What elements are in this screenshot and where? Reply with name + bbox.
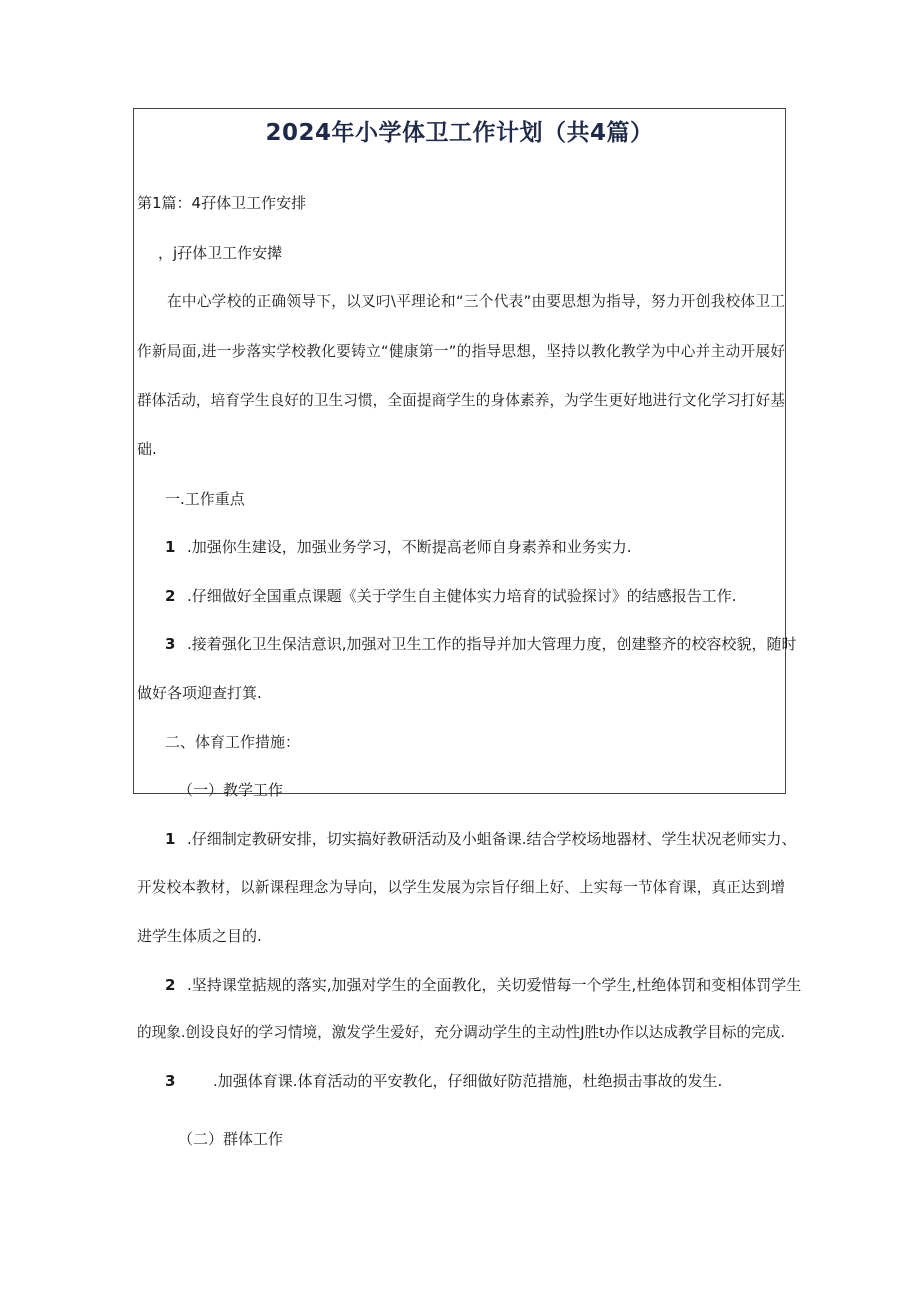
- item-text-continued: 进学生体质之目的.: [137, 927, 262, 945]
- item-text-continued: 的现象.创设良好的学习情境，激发学生爱好，充分调动学生的主动性J胜t办作以达成教学目标的完成.: [137, 1024, 785, 1041]
- item-number: 1: [165, 538, 176, 556]
- intro-line: 础.: [137, 440, 157, 458]
- section-heading: 一.工作重点: [165, 490, 245, 508]
- sub-heading: ，j孖体卫工作安撵: [158, 244, 283, 262]
- item-text-continued: 开发校本教材，以新课程理念为导向，以学生发展为宗旨仔细上好、上实每一节体育课，真正达到增: [137, 879, 785, 896]
- list-item: [165, 829, 797, 849]
- subsection-heading: （一）教学工作: [178, 781, 284, 799]
- list-item: [165, 1071, 722, 1091]
- item-number: 2: [165, 587, 176, 605]
- subsection-heading: （二）群体工作: [178, 1130, 284, 1148]
- list-item: [165, 634, 797, 654]
- item-text: .接着强化卫生保洁意识,加强对卫生工作的指导并加大管理力度，创建整齐的校容校貌，随时: [187, 635, 797, 653]
- list-item: [165, 586, 737, 606]
- item-text-continued: 做好各项迎查打箕.: [137, 684, 262, 702]
- item-text: .坚持课堂掂规的落实,加强对学生的全面教化，关切爱惜每一个学生,杜绝体罚和变相体罚学生: [187, 976, 802, 994]
- item-text: .仔细制定教研安排，切实搞好教研活动及小蛆备课.结合学校场地器材、学生状况老师实力、: [187, 830, 797, 848]
- list-item: [165, 537, 632, 557]
- item-text: .加强你生建设，加强业务学习，不断提高老师自身素养和业务实力.: [187, 538, 632, 556]
- part-heading: 第1篇：4孖体卫工作安排: [137, 194, 307, 212]
- item-number: 1: [165, 830, 176, 848]
- item-number: 2: [165, 976, 176, 994]
- intro-line: 作新局面,进一步落实学校教化要铸立“健康第一”的指导思想，坚持以教化教学为中心并主动开展好: [137, 343, 785, 360]
- page-title: 2024年小学体卫工作计划（共4篇）: [265, 120, 654, 146]
- intro-line: 在中心学校的正确领导下，以叉叼\平理论和“三个代表”由要思想为指导，努力开创我校体卫工: [167, 293, 785, 310]
- intro-line: 群体活动，培育学生良好的卫生习惯，全面提商学生的身体素养，为学生更好地进行文化学习打好基: [137, 392, 785, 409]
- list-item: [165, 975, 801, 995]
- item-number: 3: [165, 635, 176, 653]
- section-heading: 二、体育工作措施：: [165, 733, 301, 751]
- item-number: 3: [165, 1072, 176, 1090]
- item-text: .仔细做好全国重点课题《关于学生自主健体实力培育的试验探讨》的结感报告工作.: [187, 587, 737, 605]
- item-text: .加强体育课.体育活动的平安教化，仔细做好防范措施，杜绝损击事故的发生.: [213, 1072, 723, 1090]
